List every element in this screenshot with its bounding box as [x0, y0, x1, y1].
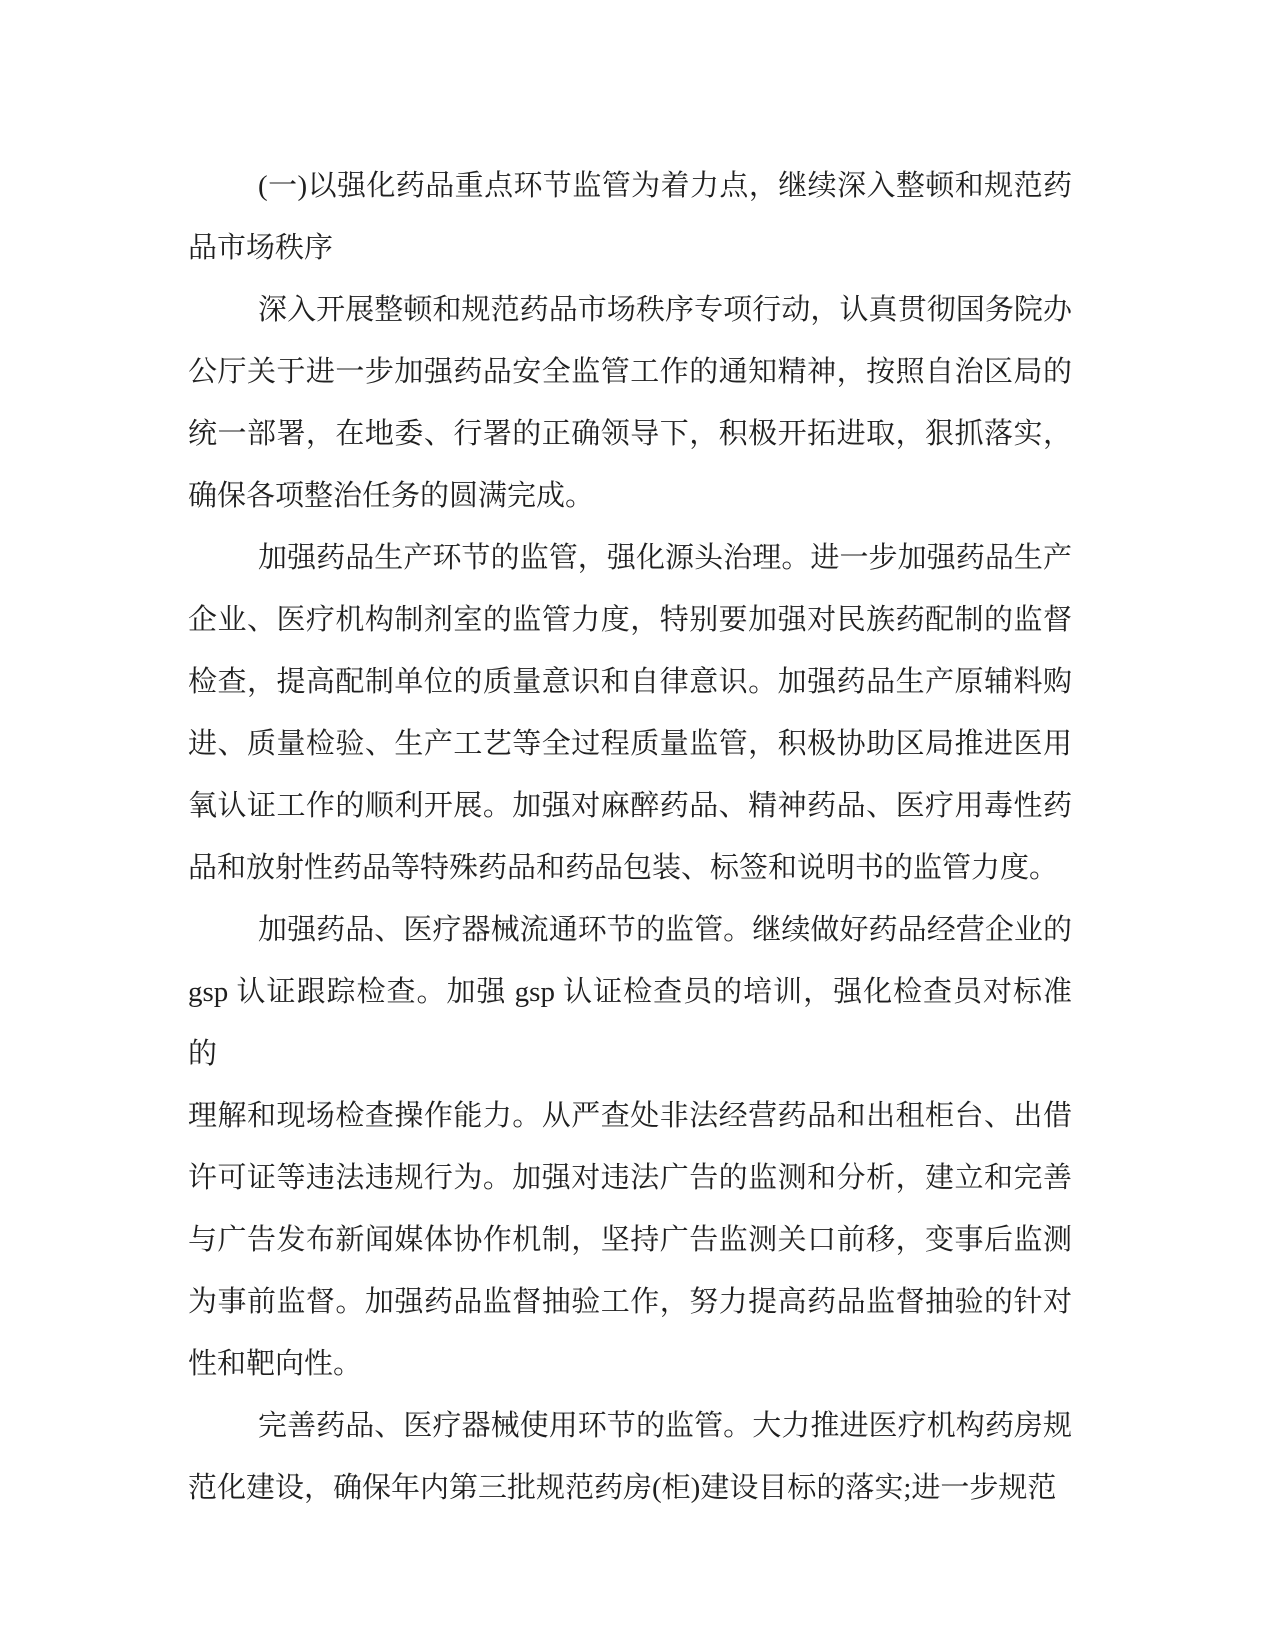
text-line: 统一部署，在地委、行署的正确领导下，积极开拓进取，狠抓落实， [188, 418, 1072, 450]
text-line: 品和放射性药品等特殊药品和药品包装、标签和说明书的监管力度。 [188, 852, 1059, 884]
text-line: 加强药品生产环节的监管，强化源头治理。进一步加强药品生产 [258, 542, 1072, 574]
text-line: 理解和现场检查操作能力。从严查处非法经营药品和出租柜台、出借 [188, 1100, 1072, 1132]
paragraph [188, 1395, 1072, 1519]
text-line: (一)以强化药品重点环节监管为着力点，继续深入整顿和规范药 [258, 170, 1072, 202]
paragraph [188, 527, 1072, 899]
paragraph [188, 279, 1072, 527]
text-line: 性和靶向性。 [188, 1348, 363, 1380]
text-line: 为事前监督。加强药品监督抽验工作，努力提高药品监督抽验的针对 [188, 1286, 1072, 1318]
text-line: 公厅关于进一步加强药品安全监管工作的通知精神，按照自治区局的 [188, 356, 1072, 388]
text-line: 检查，提高配制单位的质量意识和自律意识。加强药品生产原辅料购 [188, 666, 1072, 698]
text-line: 企业、医疗机构制剂室的监管力度，特别要加强对民族药配制的监督 [188, 604, 1072, 636]
text-line: 与广告发布新闻媒体协作机制，坚持广告监测关口前移，变事后监测 [188, 1224, 1072, 1256]
text-line: 确保各项整治任务的圆满完成。 [188, 480, 595, 512]
text-line: 进、质量检验、生产工艺等全过程质量监管，积极协助区局推进医用 [188, 728, 1072, 760]
text-line: 氧认证工作的顺利开展。加强对麻醉药品、精神药品、医疗用毒性药 [188, 790, 1072, 822]
text-line: 加强药品、医疗器械流通环节的监管。继续做好药品经营企业的 [258, 914, 1072, 946]
text-line: gsp 认证跟踪检查。加强 gsp 认证检查员的培训，强化检查员对标准的 [188, 976, 1072, 1070]
text-line: 范化建设，确保年内第三批规范药房(柜)建设目标的落实;进一步规范 [188, 1472, 1057, 1504]
text-line: 深入开展整顿和规范药品市场秩序专项行动，认真贯彻国务院办 [258, 294, 1072, 326]
text-line: 许可证等违法违规行为。加强对违法广告的监测和分析，建立和完善 [188, 1162, 1072, 1194]
paragraph [188, 155, 1072, 279]
document-body [188, 155, 1072, 1519]
text-line: 品市场秩序 [188, 232, 334, 264]
text-line: 完善药品、医疗器械使用环节的监管。大力推进医疗机构药房规 [258, 1410, 1072, 1442]
paragraph [188, 899, 1072, 1395]
